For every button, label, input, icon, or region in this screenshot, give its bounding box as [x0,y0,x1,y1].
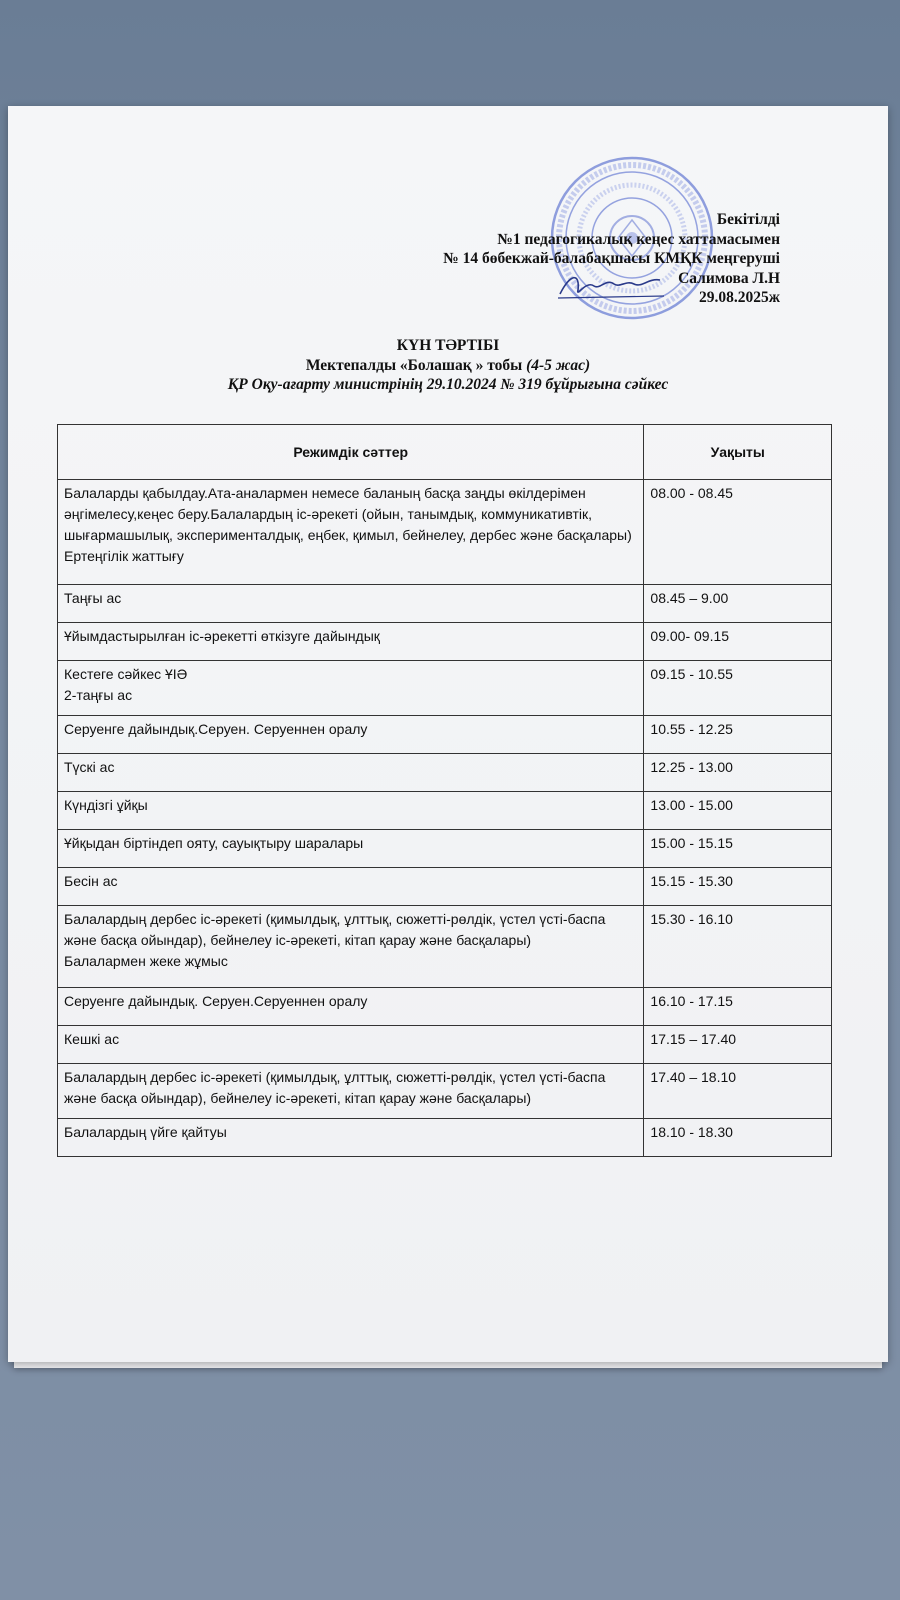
time-cell: 13.00 - 15.00 [644,792,832,830]
table-row [58,1119,832,1157]
activity-cell: Ұйымдастырылған іс-әрекетті өткізуге дайындық [58,623,644,661]
order-reference: ҚР Оқу-ағарту министрінің 29.10.2024 № 319 бұйрығына сәйкес [227,376,669,393]
document-heading [8,336,888,395]
column-header-activity: Режимдік сәттер [58,425,644,480]
time-cell: 08.45 – 9.00 [644,585,832,623]
table-row [58,754,832,792]
time-cell: 15.15 - 15.30 [644,868,832,906]
activity-cell: Таңғы ас [58,585,644,623]
schedule-table [57,424,832,1157]
table-row [58,585,832,623]
activity-cell: Балалардың дербес іс-әрекеті (қимылдық, ұлттық, сюжетті-рөлдік, үстел үсті-баспа және басқа ойындар), бейнелеу іс-әрекеті, кітап қарау және басқалары) [58,1064,644,1119]
document-page [8,106,888,1362]
table-row [58,830,832,868]
approval-date: 29.08.2025ж [699,289,780,306]
time-cell: 15.30 - 16.10 [644,906,832,988]
handwritten-signature [556,268,666,304]
table-header-row [58,425,832,480]
table-row [58,868,832,906]
time-cell: 17.15 – 17.40 [644,1026,832,1064]
activity-cell [58,661,644,716]
activity-cell: Түскі ас [58,754,644,792]
column-header-time: Уақыты [644,425,832,480]
activity-line: Балалардың дербес іс-әрекеті (қимылдық, ұлттық, сюжетті-рөлдік, үстел үсті-баспа және басқа ойындар), бейнелеу іс-әрекеті, кітап қарау және басқалары) [64,911,606,948]
table-row [58,623,832,661]
activity-cell: Балаларды қабылдау.Ата-аналармен немесе баланың басқа заңды өкілдерімен әңгімелесу,кеңес беру.Балалардың іс-әрекеті (ойын, танымдық, коммуникативтік, шығармашылық, эксперименталдық, еңбек, қимыл, бейнелеу, дербес және басқалары) Ертеңгілік жаттығу [58,480,644,585]
activity-line: Балалармен жеке жұмыс [64,953,228,969]
activity-line: 2-таңғы ас [64,687,133,703]
activity-cell: Серуенге дайындық.Серуен. Серуеннен оралу [58,716,644,754]
table-row [58,792,832,830]
document-title: КҮН ТӘРТІБІ [396,337,500,354]
group-line [8,356,888,376]
approval-label: Бекітілді [716,211,780,228]
activity-cell: Күндізгі ұйқы [58,792,644,830]
table-row [58,906,832,988]
approval-protocol: №1 педагогикалық кеңес хаттамасымен [497,230,780,248]
table-row [58,661,832,716]
activity-cell: Ұйқыдан біртіндеп ояту, сауықтыру шаралары [58,830,644,868]
activity-cell: Кешкі ас [58,1026,644,1064]
time-cell: 18.10 - 18.30 [644,1119,832,1157]
group-age: (4-5 жас) [526,356,591,374]
table-row [58,988,832,1026]
time-cell: 15.00 - 15.15 [644,830,832,868]
activity-cell [58,906,644,988]
time-cell: 08.00 - 08.45 [644,480,832,585]
group-name: Мектепалды «Болашақ » тобы [305,356,527,374]
time-cell: 10.55 - 12.25 [644,716,832,754]
activity-cell: Балалардың үйге қайтуы [58,1119,644,1157]
time-cell: 17.40 – 18.10 [644,1064,832,1119]
approval-head-title: № 14 бөбекжай-балабақшасы КМҚК меңгеруші [443,250,780,267]
activity-line: Кестеге сәйкес ҰІӘ [64,666,188,682]
table-row [58,1064,832,1119]
approval-head-name: Салимова Л.Н [678,269,780,287]
time-cell: 09.15 - 10.55 [644,661,832,716]
table-row [58,480,832,585]
time-cell: 09.00- 09.15 [644,623,832,661]
table-row [58,716,832,754]
time-cell: 12.25 - 13.00 [644,754,832,792]
activity-cell: Бесін ас [58,868,644,906]
table-row [58,1026,832,1064]
time-cell: 16.10 - 17.15 [644,988,832,1026]
activity-cell: Серуенге дайындық. Серуен.Серуеннен оралу [58,988,644,1026]
